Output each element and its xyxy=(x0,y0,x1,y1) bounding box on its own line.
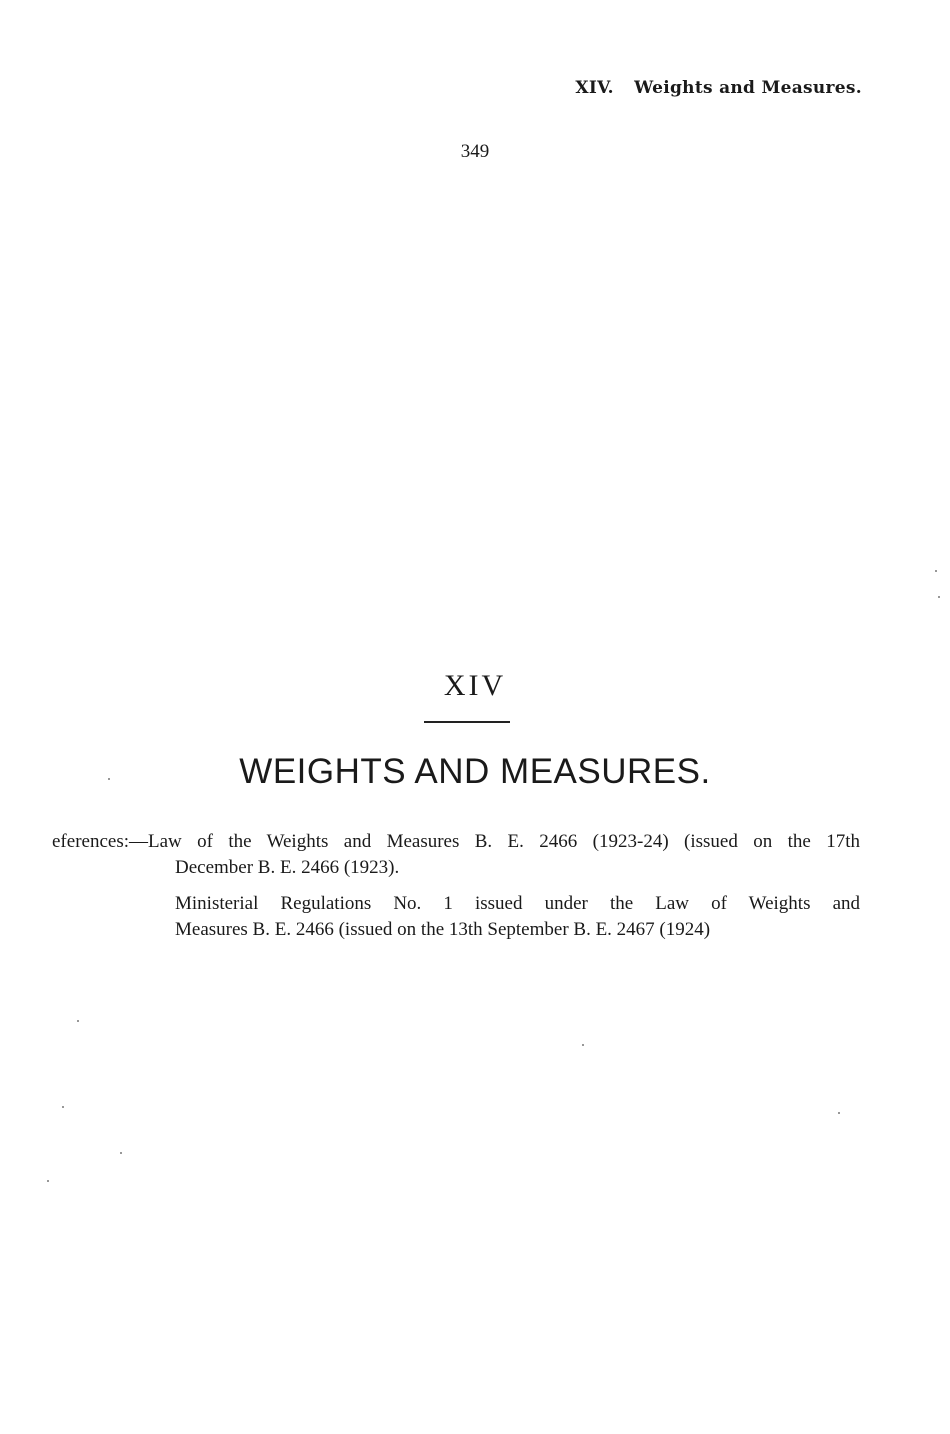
chapter-title: WEIGHTS AND MEASURES. xyxy=(239,752,711,791)
scan-speck xyxy=(47,1180,49,1182)
reference-law-line-1: eferences:—Law of the Weights and Measures B. E. 2466 (1923-24) (issued on the 17th xyxy=(52,831,860,852)
scan-speck xyxy=(108,778,110,780)
scan-speck xyxy=(77,1020,79,1022)
running-header xyxy=(575,78,862,98)
reference-regulations-line-1: Ministerial Regulations No. 1 issued under the Law of Weights and xyxy=(175,893,860,914)
scan-speck xyxy=(838,1112,840,1114)
chapter-numeral: XIV xyxy=(443,669,507,702)
scan-speck xyxy=(120,1152,122,1154)
page-number: 349 xyxy=(460,141,490,162)
scan-speck xyxy=(582,1044,584,1046)
scan-speck xyxy=(938,596,940,598)
running-header-title: Weights and Measures. xyxy=(634,78,862,98)
reference-law xyxy=(52,829,860,881)
running-header-chapter: XIV. xyxy=(575,78,614,98)
reference-law-line-2: December B. E. 2466 (1923). xyxy=(175,857,400,878)
scan-speck xyxy=(935,570,937,572)
chapter-divider xyxy=(424,721,510,723)
reference-regulations xyxy=(52,891,860,943)
reference-regulations-line-2: Measures B. E. 2466 (issued on the 13th September B. E. 2467 (1924) xyxy=(175,919,711,940)
references-block xyxy=(52,829,860,943)
scan-speck xyxy=(62,1106,64,1108)
